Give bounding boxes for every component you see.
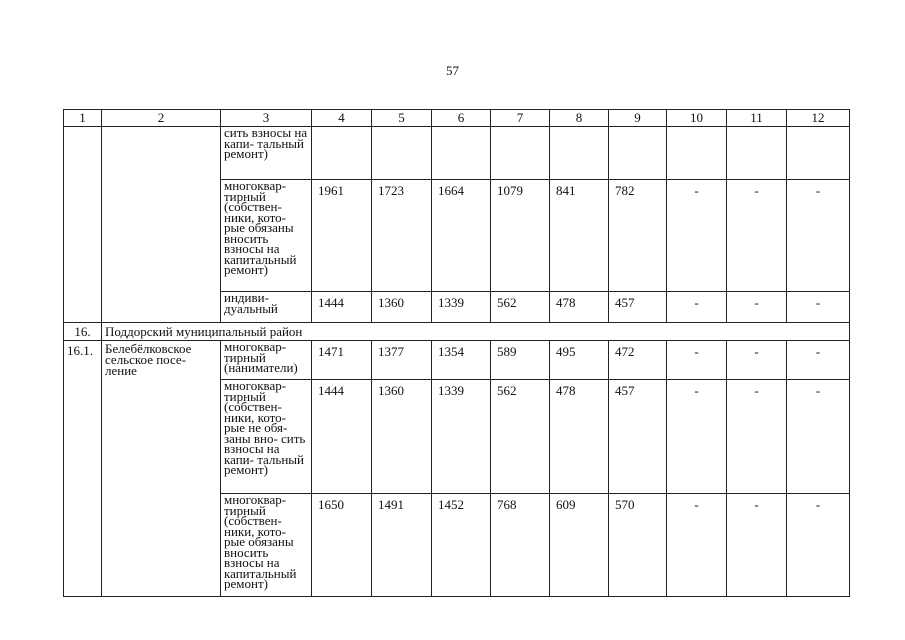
value-cell xyxy=(550,127,609,180)
row-number-cell xyxy=(64,127,102,323)
value-cell: - xyxy=(667,341,727,380)
col-header: 5 xyxy=(372,110,432,127)
row-number-cell: 16.1. xyxy=(64,341,102,597)
value-cell: 1079 xyxy=(491,180,550,292)
housing-type-cell: многоквар- тирный (наниматели) xyxy=(221,341,312,380)
value-cell: - xyxy=(727,494,787,597)
value-cell: 1650 xyxy=(312,494,372,597)
value-cell xyxy=(432,127,491,180)
value-cell: 768 xyxy=(491,494,550,597)
col-header: 8 xyxy=(550,110,609,127)
value-cell xyxy=(312,127,372,180)
value-cell: - xyxy=(787,494,850,597)
value-cell: - xyxy=(667,292,727,323)
value-cell: 562 xyxy=(491,380,550,494)
value-cell: 589 xyxy=(491,341,550,380)
value-cell: 1339 xyxy=(432,380,491,494)
col-header: 1 xyxy=(64,110,102,127)
value-cell: 472 xyxy=(609,341,667,380)
col-header: 3 xyxy=(221,110,312,127)
table-row xyxy=(64,127,850,180)
value-cell: 609 xyxy=(550,494,609,597)
col-header: 9 xyxy=(609,110,667,127)
col-header: 2 xyxy=(102,110,221,127)
value-cell: - xyxy=(787,380,850,494)
value-cell: 1360 xyxy=(372,380,432,494)
housing-type-cell: сить взносы на капи- тальный ремонт) xyxy=(221,127,312,180)
value-cell: - xyxy=(667,494,727,597)
value-cell: 1339 xyxy=(432,292,491,323)
value-cell: 1491 xyxy=(372,494,432,597)
value-cell: 782 xyxy=(609,180,667,292)
housing-type-cell: многоквар- тирный (собствен- ники, кото- рые обязаны вносить взносы на капитальный ремонт) xyxy=(221,494,312,597)
value-cell: 1377 xyxy=(372,341,432,380)
housing-type-cell: многоквар- тирный (собствен- ники, кото- рые обязаны вносить взносы на капитальный ремонт) xyxy=(221,180,312,292)
value-cell: - xyxy=(787,292,850,323)
value-cell: 562 xyxy=(491,292,550,323)
value-cell: - xyxy=(727,380,787,494)
housing-type-cell: многоквар- тирный (собствен- ники, кото- рые не обя- заны вно- сить взносы на капи- тальный ремонт) xyxy=(221,380,312,494)
value-cell: 1444 xyxy=(312,292,372,323)
value-cell: - xyxy=(667,380,727,494)
section-title: Поддорский муниципальный район xyxy=(102,323,850,341)
value-cell xyxy=(787,127,850,180)
data-table xyxy=(63,109,850,597)
header-row xyxy=(64,110,850,127)
value-cell: - xyxy=(787,341,850,380)
value-cell: 1354 xyxy=(432,341,491,380)
value-cell: 478 xyxy=(550,380,609,494)
value-cell: 841 xyxy=(550,180,609,292)
value-cell: 1723 xyxy=(372,180,432,292)
col-header: 7 xyxy=(491,110,550,127)
col-header: 6 xyxy=(432,110,491,127)
housing-type-cell: индиви- дуальный xyxy=(221,292,312,323)
value-cell: 1664 xyxy=(432,180,491,292)
value-cell xyxy=(667,127,727,180)
value-cell: 495 xyxy=(550,341,609,380)
value-cell xyxy=(727,127,787,180)
value-cell: 1444 xyxy=(312,380,372,494)
col-header: 12 xyxy=(787,110,850,127)
col-header: 11 xyxy=(727,110,787,127)
value-cell: - xyxy=(667,180,727,292)
value-cell: 1360 xyxy=(372,292,432,323)
table-row xyxy=(64,341,850,380)
section-number: 16. xyxy=(64,323,102,341)
page-number: 57 xyxy=(446,63,459,78)
value-cell: 457 xyxy=(609,380,667,494)
settlement-cell: Белебёлковское сельское посе- ление xyxy=(102,341,221,597)
col-header: 10 xyxy=(667,110,727,127)
settlement-cell xyxy=(102,127,221,323)
value-cell: 457 xyxy=(609,292,667,323)
value-cell: 1471 xyxy=(312,341,372,380)
value-cell xyxy=(609,127,667,180)
value-cell xyxy=(372,127,432,180)
value-cell: 1452 xyxy=(432,494,491,597)
value-cell: 570 xyxy=(609,494,667,597)
value-cell xyxy=(491,127,550,180)
section-row xyxy=(64,323,850,341)
value-cell: 478 xyxy=(550,292,609,323)
value-cell: - xyxy=(727,341,787,380)
value-cell: - xyxy=(727,180,787,292)
col-header: 4 xyxy=(312,110,372,127)
value-cell: 1961 xyxy=(312,180,372,292)
value-cell: - xyxy=(787,180,850,292)
value-cell: - xyxy=(727,292,787,323)
